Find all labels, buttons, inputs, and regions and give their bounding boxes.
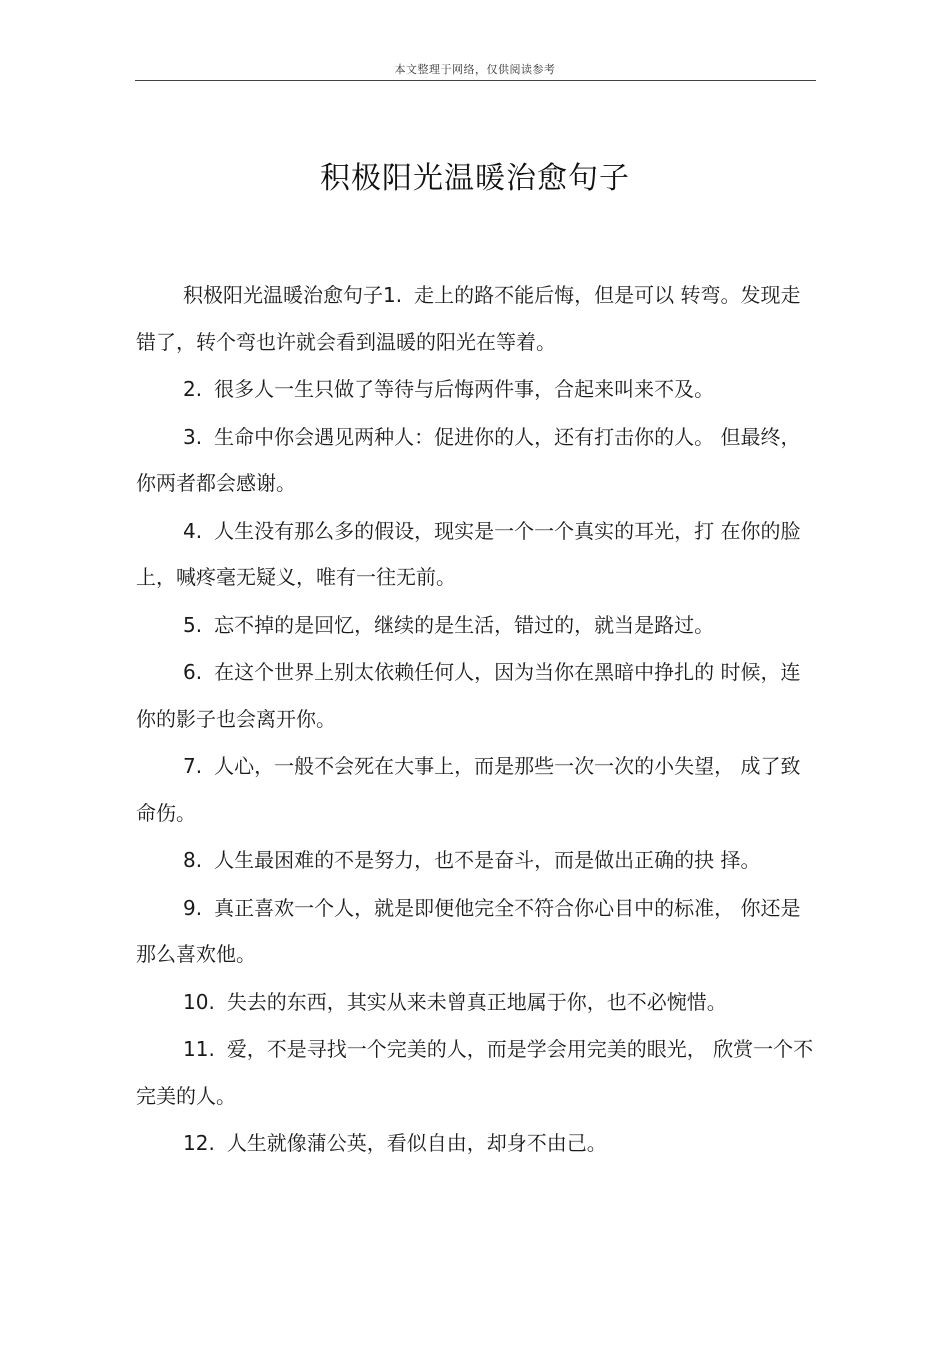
item-text-continued: 你还是那么喜欢他。	[136, 895, 801, 966]
item-text: 人生最困难的不是努力，也不是奋斗，而是做出正确的抉	[214, 848, 715, 872]
item-text: 忘不掉的是回忆，继续的是生活，错过的，就当是路过。	[214, 612, 715, 637]
quote-item-3	[136, 414, 816, 507]
item-text: 很多人一生只做了等待与后悔两件事，合起来叫来不及。	[214, 377, 715, 401]
item-text: 失去的东西，	[226, 989, 347, 1014]
quote-item-1	[136, 272, 816, 365]
quote-item-9	[136, 885, 816, 978]
quote-item-2	[136, 366, 816, 413]
item-text-continued: 择。	[720, 848, 761, 872]
item-number: 5.	[183, 612, 203, 637]
item-text: 人生没有那么多的假设，现实是一个一个真实的耳光，打	[214, 518, 715, 543]
item-number: 6.	[183, 660, 203, 684]
item-text: 走上的路不能后悔，	[414, 283, 595, 307]
document-title: 积极阳光温暖治愈句子	[320, 161, 630, 196]
item-text: 生命中你会遇见两种人：促进你的人，还有打击你的人。	[214, 424, 715, 449]
header-divider	[135, 80, 816, 81]
item-text-continued: 时候，连你的影子也会离开你。	[136, 660, 801, 731]
quote-item-4	[136, 508, 816, 601]
item-text: 而是那些一次一次的小失望，	[474, 754, 735, 778]
item-text: 因为当你在黑暗中挣扎的	[494, 660, 715, 684]
item-number: 8.	[183, 848, 203, 872]
item-text: 爱，不是寻找一个完美的人，而是学会用完美的眼光，	[226, 1037, 707, 1061]
quote-item-7	[136, 743, 816, 836]
item-text: 真正喜欢一个人，	[214, 895, 375, 920]
item-number: 12.	[183, 1131, 215, 1155]
item-text-continued: 成了致命伤。	[136, 754, 801, 825]
quote-item-5	[136, 602, 816, 649]
item-text-continued: 欣赏一个不完美的人。	[136, 1037, 814, 1108]
item-text: 就是即便他完全不符合你心目中的标准，	[374, 895, 735, 920]
item-text-continued: 转弯。发现走错了，转个弯也许就会看到温暖的阳光在等着。	[136, 283, 801, 354]
item-text: 也不必惋惜。	[606, 989, 727, 1014]
quote-item-12	[136, 1120, 816, 1167]
quote-item-11	[136, 1026, 816, 1119]
item-number: 2.	[183, 377, 203, 401]
item-number: 4.	[183, 518, 203, 543]
item-text: 人生就像蒲公英，看似自由，却身不由己。	[226, 1131, 607, 1155]
item-number: 1.	[383, 283, 403, 307]
intro-label: 积极阳光温暖治愈句子	[183, 283, 383, 307]
item-text-continued: 但最终，你两者都会感谢。	[136, 424, 801, 495]
item-text: 但是可以	[594, 283, 675, 307]
item-text: 其实从来未曾真正地属于你，	[346, 989, 607, 1014]
item-number: 7.	[183, 754, 203, 778]
item-number: 10.	[183, 989, 215, 1014]
item-text: 人心，一般不会死在大事上，	[214, 754, 475, 778]
item-text: 在这个世界上别太依赖任何人，	[214, 660, 495, 684]
item-text-continued: 在你的脸上，喊疼毫无疑义，唯有一往无前。	[136, 518, 801, 589]
quote-item-8	[136, 837, 816, 884]
document-body	[136, 272, 816, 1168]
item-number: 11.	[183, 1037, 215, 1061]
item-number: 9.	[183, 895, 203, 920]
quote-item-6	[136, 649, 816, 742]
item-number: 3.	[183, 424, 203, 449]
quote-item-10	[136, 979, 816, 1026]
header-note: 本文整理于网络，仅供阅读参考	[394, 63, 556, 76]
